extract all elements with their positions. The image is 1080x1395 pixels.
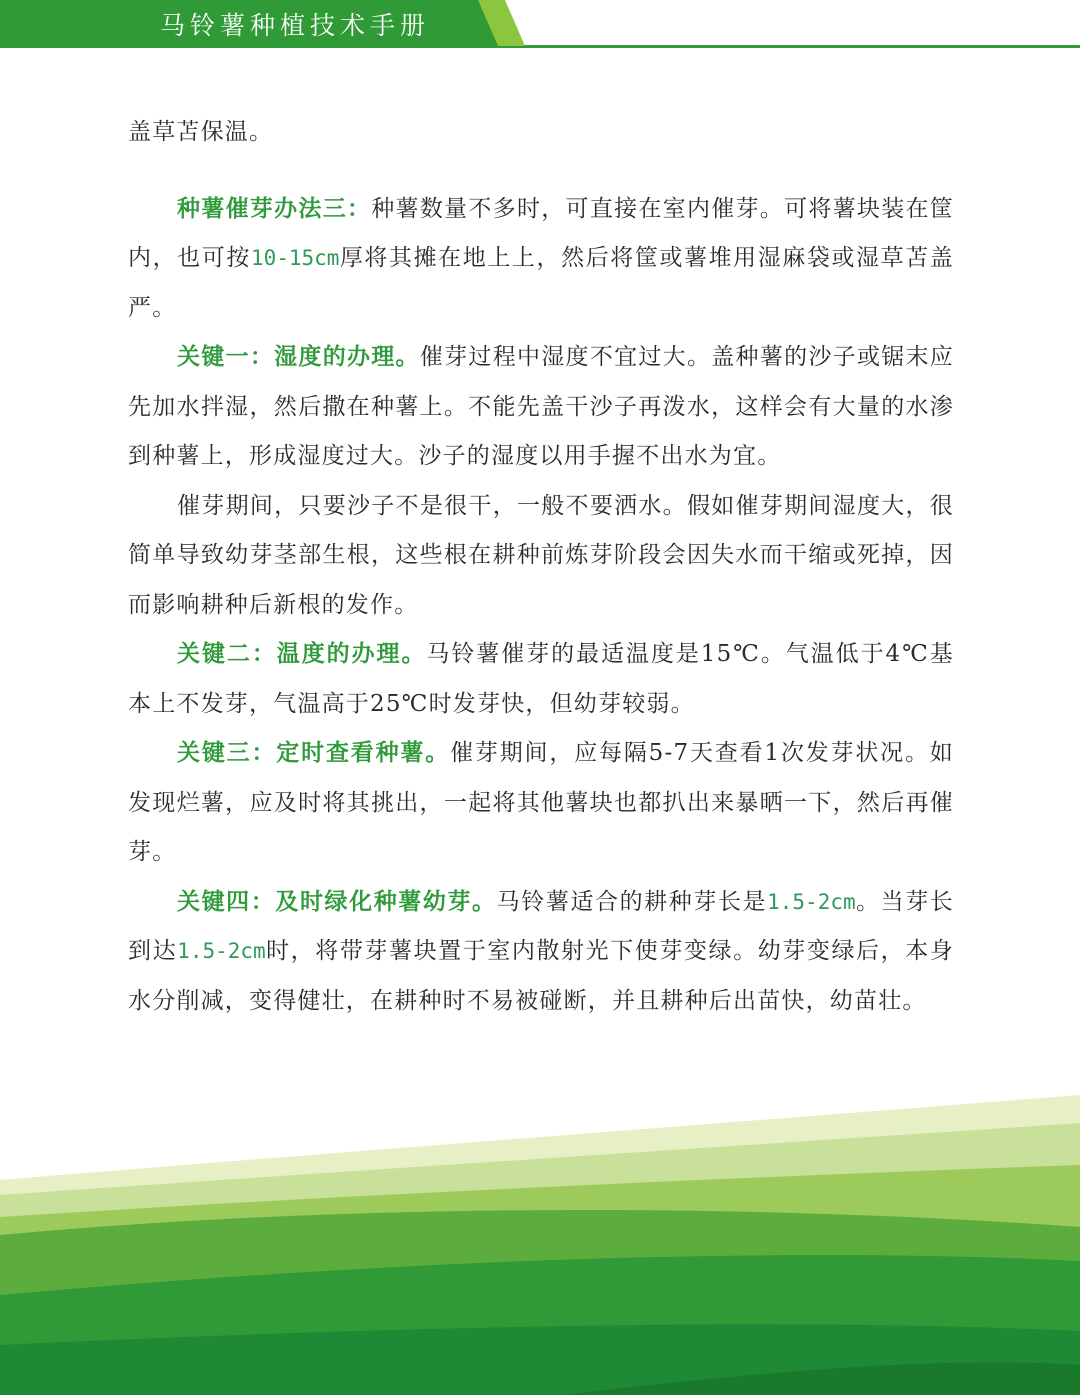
paragraph-text: 催芽期间，只要沙子不是很干，一般不要洒水。假如催芽期间湿度大，很简单导致幼芽茎部生根，这些根在耕种前炼芽阶段会因失水而干缩或死掉，因而影响耕种后新根的发作。 — [128, 492, 954, 618]
section-heading: 关键二：温度的办理。 — [177, 641, 427, 667]
footer-wave-decoration — [0, 1095, 1080, 1395]
paragraph-text: 时，将带芽薯块置于室内散射光下使芽变绿。幼芽变绿后，本身水分削减，变得健壮，在耕种时不易被碰断，并且耕种后出苗快，幼苗壮。 — [128, 938, 954, 1014]
highlight-number: 10-15cm — [250, 246, 340, 270]
section-heading: 种薯催芽办法三： — [177, 195, 372, 222]
highlight-number: 1.5-2cm — [177, 939, 266, 963]
section-heading: 关键四：及时绿化种薯幼芽。 — [177, 888, 497, 915]
paragraph-sprouting-note — [128, 482, 954, 631]
paragraph-text: 马铃薯适合的耕种芽长是 — [496, 888, 768, 915]
paragraph-text: 厚将其摊在地上上，然后将筐或薯堆用湿麻袋或湿草苫盖严。 — [128, 245, 955, 321]
document-body — [128, 108, 954, 1026]
highlight-number: 1.5-2cm — [767, 889, 856, 914]
paragraph-text: 催芽期间，应每隔5-7天查看1次发芽状况。如发现烂薯，应及时将其挑出，一起将其他薯块也都扒出来暴晒一下，然后再催芽。 — [128, 740, 955, 865]
paragraph-text: 。当芽长到达 — [128, 888, 954, 964]
paragraph-intro — [128, 108, 954, 158]
paragraph-text: 种薯数量不多时，可直接在室内催芽。可将薯块装在筐内，也可按 — [128, 195, 954, 271]
paragraph-key-two — [128, 630, 954, 729]
paragraph-text: 盖草苫保温。 — [128, 119, 274, 145]
section-heading: 关键一：湿度的办理。 — [177, 344, 420, 370]
paragraph-key-one — [128, 333, 954, 482]
paragraph-text: 催芽过程中湿度不宜过大。盖种薯的沙子或锯末应先加水拌湿，然后撒在种薯上。不能先盖干沙子再泼水，这样会有大量的水渗到种薯上，形成湿度过大。沙子的湿度以用手握不出水为宜。 — [128, 344, 955, 469]
paragraph-key-four — [128, 878, 954, 1027]
paragraph-key-three — [128, 729, 954, 878]
section-heading: 关键三：定时查看种薯。 — [177, 740, 451, 766]
header-title: 马铃薯种植技术手册 — [160, 11, 431, 40]
paragraph-text: 马铃薯催芽的最适温度是15℃。气温低于4℃基本上不发芽，气温高于25℃时发芽快，但幼芽较弱。 — [128, 641, 955, 717]
paragraph-method-three — [128, 185, 954, 334]
